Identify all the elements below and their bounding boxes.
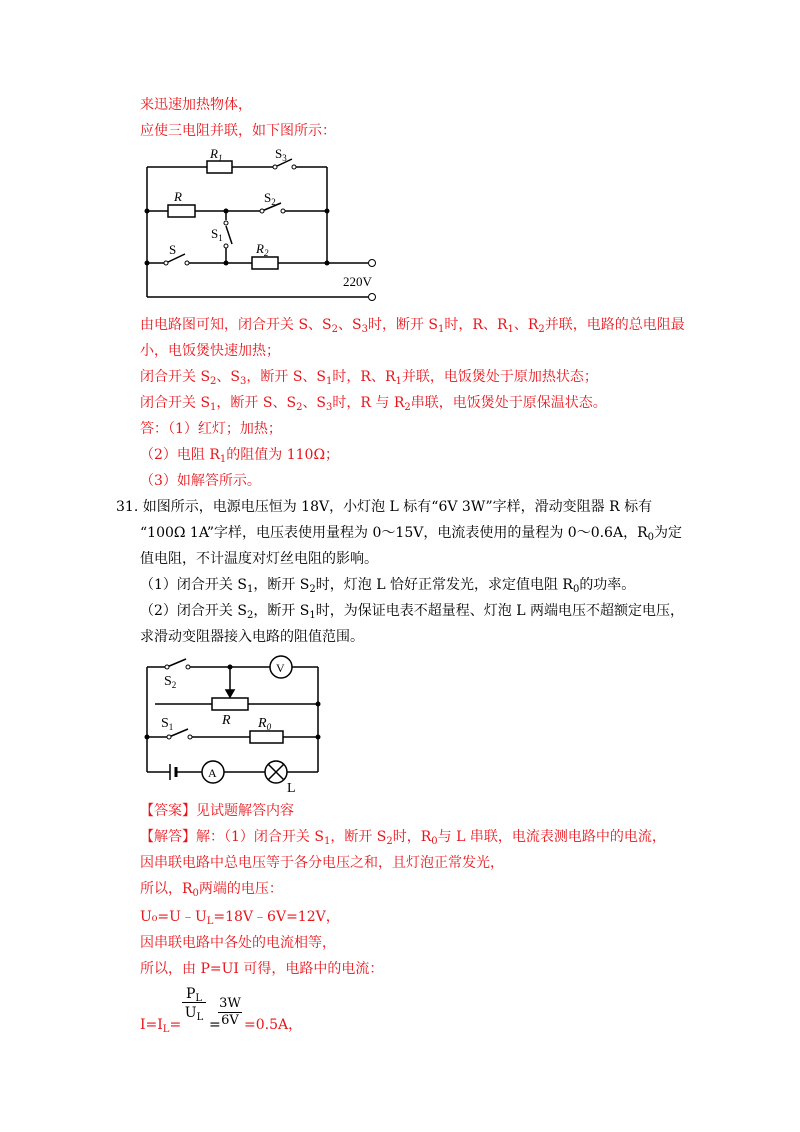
question-text: 31. 如图所示，电源电压恒为 18V，小灯泡 L 标有“6V 3W”字样，滑动变阻器 R 标有 bbox=[116, 499, 653, 515]
text-line: 由电路图可知，闭合开关 S、$S_2$、$S_3$时，断开 $S_1$时，R、$R_1$、$R_2$并联，电路的总电阻最 bbox=[140, 317, 685, 335]
circuit-diagram-2 bbox=[135, 655, 335, 795]
equation-lhs: $I=I_L=$ bbox=[140, 1017, 182, 1035]
label-r1: $R_1$ bbox=[210, 146, 223, 163]
ammeter-label: A bbox=[208, 766, 217, 780]
label-r0: $R_0$ bbox=[258, 716, 272, 732]
fraction-pl-ul: $\frac{P_L}{U_L}$ bbox=[182, 986, 206, 1021]
answer-line: （2）电阻 $R_1$的阻值为 110Ω； bbox=[140, 447, 340, 465]
solution-line: 所以，$R_0$两端的电压： bbox=[140, 881, 283, 899]
label-lamp: L bbox=[287, 781, 296, 795]
fraction-3w-6v: $\frac{3W}{6V}$ bbox=[219, 996, 241, 1028]
question-text: “100Ω 1A”字样，电压表使用量程为 0～15V，电流表使用的量程为 0～0.6A，$R_0$为定 bbox=[140, 525, 682, 543]
voltmeter-label: V bbox=[276, 661, 285, 675]
question-text: （1）闭合开关 $S_1$，断开 $S_2$时，灯泡 L 恰好正常发光，求定值电阻 $R_0$的功率。 bbox=[140, 577, 636, 595]
solution-line: 因串联电路中总电压等于各分电压之和，且灯泡正常发光， bbox=[140, 855, 504, 871]
label-r: R bbox=[174, 189, 182, 204]
solution-line: 因串联电路中各处的电流相等， bbox=[140, 935, 336, 951]
label-s2: $S_2$ bbox=[264, 190, 276, 207]
label-voltage: 220V bbox=[343, 274, 372, 289]
text-line: 来迅速加热物体， bbox=[140, 97, 252, 113]
label-s: S bbox=[169, 242, 177, 257]
answer-line: 答：（1）红灯；加热； bbox=[140, 421, 282, 437]
text-line: 闭合开关 $S_1$，断开 S、$S_2$、$S_3$时，R 与 $R_2$串联，电饭煲处于原保温状态。 bbox=[140, 395, 607, 413]
text-line: 小，电饭煲快速加热； bbox=[140, 343, 280, 359]
answer-line: （3）如解答所示。 bbox=[140, 473, 261, 489]
text-line: 应使三电阻并联，如下图所示： bbox=[140, 123, 336, 139]
solution-line: 所以，由 P=UI 可得，电路中的电流： bbox=[140, 961, 384, 977]
circuit-diagram-1 bbox=[135, 145, 395, 305]
solution-line: 【解答】解：（1）闭合开关 $S_1$，断开 $S_2$时，$R_0$与 L 串联，电流表测电路中的电流， bbox=[140, 829, 666, 847]
equation: $U_0=U﹣U_L=18V﹣6V=12V$， bbox=[140, 909, 340, 927]
question-text: （2）闭合开关 $S_2$，断开 $S_1$时，为保证电表不超量程、灯泡 L 两端电压不超额定电压， bbox=[140, 603, 684, 621]
label-r: R bbox=[222, 713, 231, 728]
label-s1: $S_1$ bbox=[211, 226, 223, 243]
equals-sign: = bbox=[209, 1017, 221, 1033]
label-s2: $S_2$ bbox=[164, 674, 177, 690]
equation-result: =0.5A， bbox=[244, 1017, 303, 1033]
question-text: 值电阻，不计温度对灯丝电阻的影响。 bbox=[140, 551, 378, 567]
answer-line: 【答案】见试题解答内容 bbox=[140, 803, 294, 819]
label-s3: $S_3$ bbox=[275, 146, 287, 163]
question-text: 求滑动变阻器接入电路的阻值范围。 bbox=[140, 629, 364, 645]
text-line: 闭合开关 $S_2$、$S_3$，断开 S、$S_1$时，R、$R_1$并联，电饭煲处于原加热状态； bbox=[140, 369, 598, 387]
label-s1: $S_1$ bbox=[161, 716, 174, 732]
label-r2: $R_2$ bbox=[256, 241, 269, 258]
